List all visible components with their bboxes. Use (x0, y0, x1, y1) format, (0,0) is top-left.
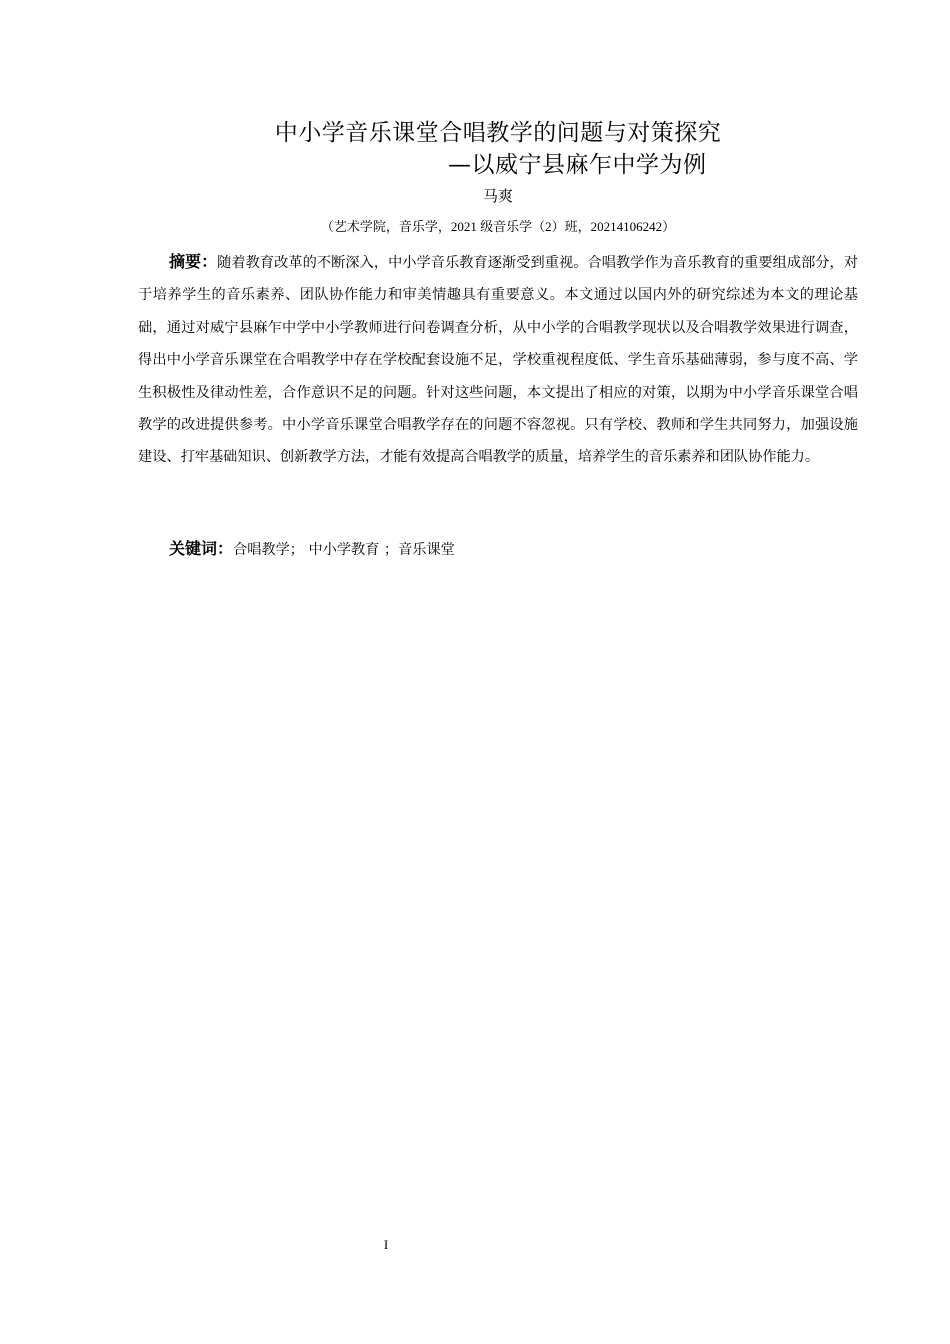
page-number: I (383, 1237, 389, 1252)
abstract-label: 摘要： (169, 252, 218, 271)
author-affiliation: （艺术学院，音乐学，2021 级音乐学（2）班，20214106242） (320, 219, 676, 234)
keywords-body: 合唱教学； 中小学教育 ；音乐课堂 (233, 542, 455, 558)
abstract (138, 246, 858, 474)
keywords-label: 关键词： (169, 539, 234, 558)
paper-subtitle: —以威宁县麻乍中学为例 (448, 152, 707, 178)
author-name: 马爽 (482, 187, 513, 205)
paper-title: 中小学音乐课堂合唱教学的问题与对策探究 (274, 120, 722, 146)
abstract-body: 随着教育改革的不断深入，中小学音乐教育逐渐受到重视。合唱教学作为音乐教育的重要组成部分，对于培养学生的音乐素养、团队协作能力和审美情趣具有重要意义。本文通过以国内外的研究综述为本文的理论基础，通过对威宁县麻乍中学中小学教师进行问卷调查分析，从中小学的合唱教学现状以及合唱教学效果进行调查，得出中小学音乐课堂在合唱教学中存在学校配套设施不足，学校重视程度低、学生音乐基础薄弱，参与度不高、学生积极性及律动性差，合作意识不足的问题。针对这些问题，本文提出了相应的对策，以期为中小学音乐课堂合唱教学的改进提供参考。中小学音乐课堂合唱教学存在的问题不容忽视。只有学校、教师和学生共同努力，加强设施建设、打牢基础知识、创新教学方法，才能有效提高合唱教学的质量，培养学生的音乐素养和团队协作能力。 (138, 255, 858, 466)
keywords (169, 534, 859, 565)
